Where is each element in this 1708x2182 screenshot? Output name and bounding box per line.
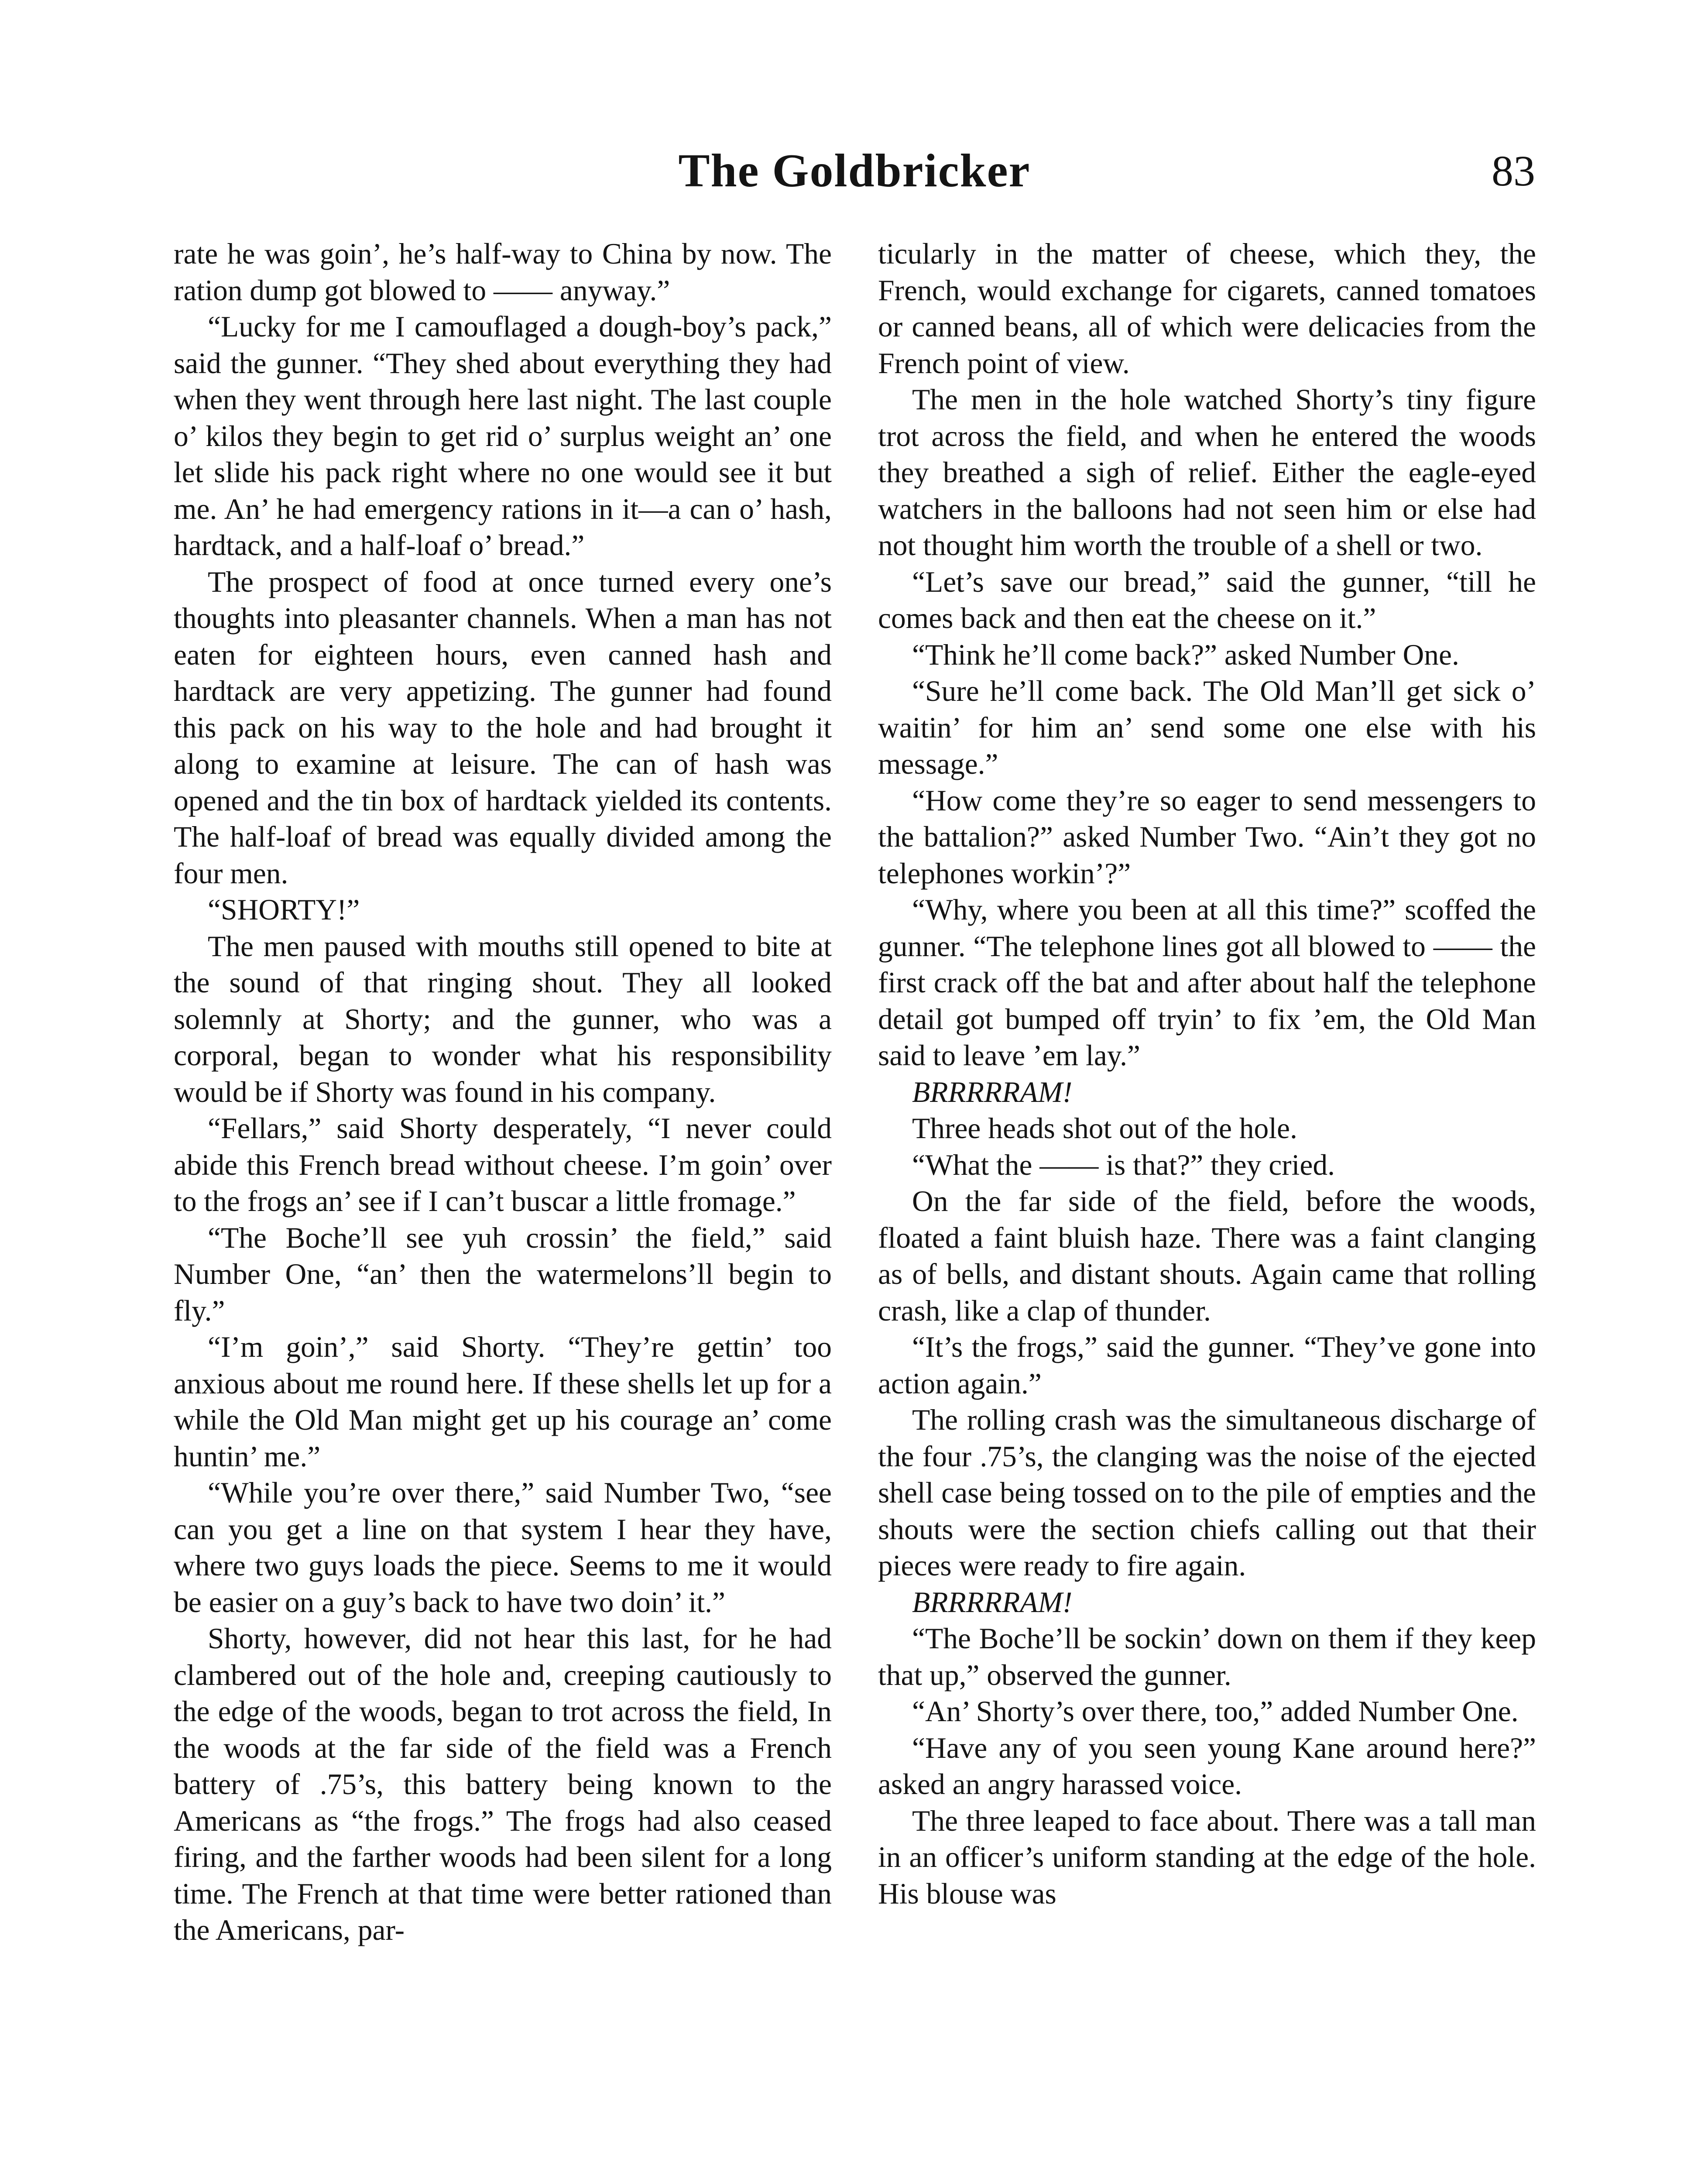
paragraph: The men in the hole watched Shorty’s tiny figure trot across the field, and when he entered the woods they breathed a sigh of relief. Either the eagle-eyed watchers in the balloons had not seen him or else had not thought him worth the trouble of a shell or two. — [878, 383, 1536, 562]
paragraph: “I’m goin’,” said Shorty. “They’re gettin’ too anxious about me round here. If these shells let up for a while the Old Man might get up his courage an’ come huntin’ me.” — [174, 1331, 832, 1473]
paragraph: Three heads shot out of the hole. — [912, 1112, 1297, 1145]
right-column — [878, 236, 1536, 2182]
sound-effect: BRRRRRAM! — [912, 1585, 1073, 1619]
paragraph: “The Boche’ll see yuh crossin’ the field,” said Number One, “an’ then the watermelons’ll begin to fly.” — [174, 1221, 832, 1327]
sound-effect: BRRRRRAM! — [912, 1075, 1073, 1108]
paragraph: “It’s the frogs,” said the gunner. “They’ve gone into action again.” — [878, 1331, 1536, 1400]
paragraph: The rolling crash was the simultaneous discharge of the four .75’s, the clanging was the noise of the ejected shell case being tossed on to the pile of empties and the shouts were the section chiefs calling out that their pieces were ready to fire again. — [878, 1403, 1536, 1582]
paragraph: The prospect of food at once turned every one’s thoughts into pleasanter channels. When a man has not eaten for eighteen hours, even canned hash and hardtack are very appetizing. The gunner had found this pack on his way to the hole and had brought it along to examine at leisure. The can of hash was opened and the tin box of hardtack yielded its contents. The half-loaf of bread was equally divided among the four men. — [174, 565, 832, 890]
paragraph: “Let’s save our bread,” said the gunner, “till he comes back and then eat the cheese on it.” — [878, 565, 1536, 635]
page-header — [174, 144, 1535, 205]
paragraph: Shorty, however, did not hear this last, for he had clambered out of the hole and, creeping cautiously to the edge of the woods, began to trot across the field, In the woods at the far side of the field was a French battery of .75’s, this battery being known to the Americans as “the frogs.” The frogs had also ceased firing, and the farther woods had been silent for a long time. The French at that time were better rationed than the Americans, par- — [174, 1622, 832, 1946]
paragraph: On the far side of the field, before the woods, floated a faint bluish haze. There was a faint clanging as of bells, and distant shouts. Again came that rolling crash, like a clap of thunder. — [878, 1185, 1536, 1327]
paragraph: “What the —— is that?” they cried. — [912, 1148, 1335, 1181]
paragraph: “Lucky for me I camouflaged a dough-boy’s pack,” said the gunner. “They shed about everything they had when they went through here last night. The last couple o’ kilos they begin to get rid o’ surplus weight an’ one let slide his pack right where no one would see it but me. An’ he had emergency rations in it—a can o’ hash, hardtack, and a half-loaf o’ bread.” — [174, 310, 832, 562]
paragraph: ticularly in the matter of cheese, which they, the French, would exchange for cigarets, canned tomatoes or canned beans, all of which were delicacies from the French point of view. — [878, 237, 1536, 380]
paragraph: “How come they’re so eager to send messengers to the battalion?” asked Number Two. “Ain’t they got no telephones workin’?” — [878, 784, 1536, 890]
paragraph: “Have any of you seen young Kane around here?” asked an angry harassed voice. — [878, 1731, 1536, 1801]
paragraph: “Fellars,” said Shorty desperately, “I never could abide this French bread without cheese. I’m goin’ over to the frogs an’ see if I can’t buscar a little fromage.” — [174, 1112, 832, 1218]
paragraph: “Think he’ll come back?” asked Number One. — [912, 638, 1459, 671]
paragraph: “While you’re over there,” said Number Two, “see can you get a line on that system I hear they have, where two guys loads the piece. Seems to me it would be easier on a guy’s back to have two doin’ it.” — [174, 1476, 832, 1619]
paragraph: “SHORTY!” — [208, 893, 360, 926]
page-number: 83 — [1492, 147, 1535, 195]
paragraph: “The Boche’ll be sockin’ down on them if they keep that up,” observed the gunner. — [878, 1622, 1536, 1691]
running-title: The Goldbricker — [678, 145, 1031, 197]
paragraph: The three leaped to face about. There was a tall man in an officer’s uniform standing at the edge of the hole. His blouse was — [878, 1804, 1536, 1910]
paragraph: “An’ Shorty’s over there, too,” added Number One. — [912, 1695, 1519, 1728]
paragraph: “Sure he’ll come back. The Old Man’ll get sick o’ waitin’ for him an’ send some one else with his message.” — [878, 675, 1536, 780]
left-column — [174, 236, 832, 2182]
paragraph: rate he was goin’, he’s half-way to China by now. The ration dump got blowed to —— anyway.” — [174, 237, 832, 307]
paragraph: “Why, where you been at all this time?” scoffed the gunner. “The telephone lines got all blowed to —— the first crack off the bat and after about half the telephone detail got bumped off tryin’ to fix ’em, the Old Man said to leave ’em lay.” — [878, 893, 1536, 1072]
paragraph: The men paused with mouths still opened to bite at the sound of that ringing shout. They all looked solemnly at Shorty; and the gunner, who was a corporal, began to wonder what his responsibility would be if Shorty was found in his company. — [174, 930, 832, 1108]
